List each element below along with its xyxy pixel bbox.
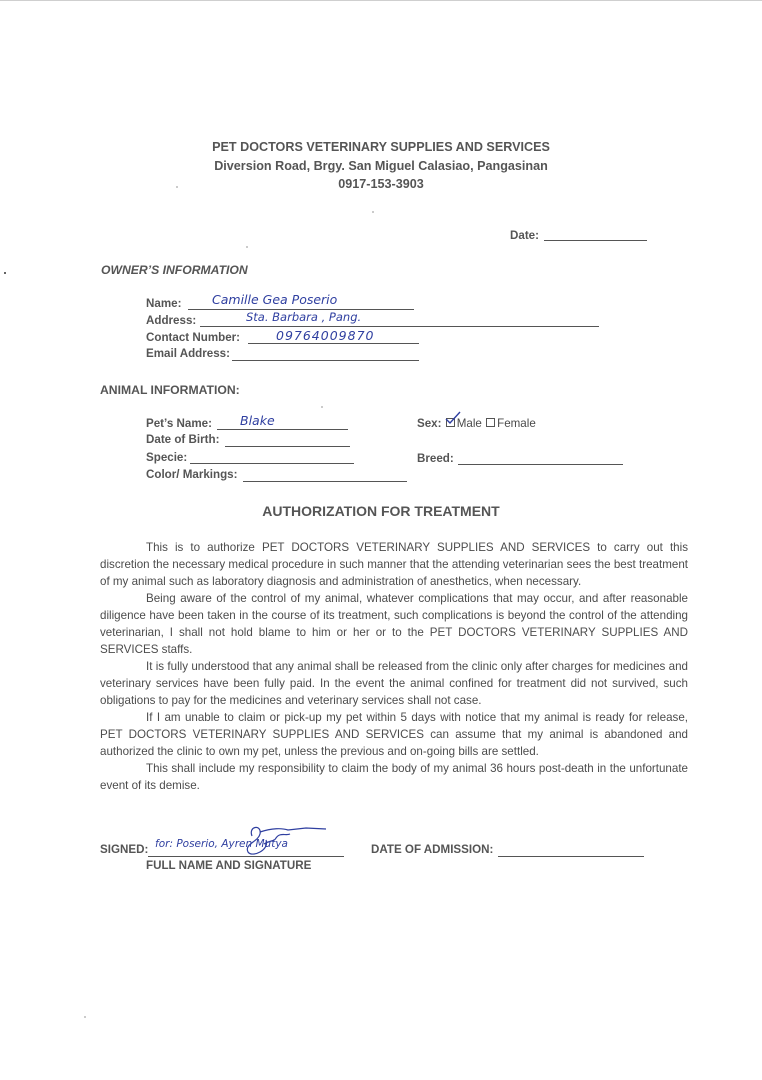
owner-name-label: Name: [146, 297, 182, 310]
authorization-paragraph: It is fully understood that any animal shall be released from the clinic only after charges for medicines and veterinary services have been fully paid. In the event the animal confined for treatment did not survived, such obligations to pay for the medicines and veterinary services shall not case. [100, 660, 688, 707]
owner-email-label: Email Address: [146, 347, 230, 360]
pet-name-label: Pet’s Name: [146, 417, 212, 430]
date-label: Date: [510, 229, 539, 242]
breed-line[interactable] [458, 464, 623, 465]
owner-name-handwritten: Camille Gea Poserio [212, 292, 338, 307]
scan-speck [372, 211, 374, 213]
scan-speck [246, 246, 248, 248]
animal-section-title: ANIMAL INFORMATION: [100, 383, 240, 397]
authorization-text [100, 539, 688, 794]
color-markings-label: Color/ Markings: [146, 468, 238, 481]
scan-speck [84, 1016, 86, 1018]
female-checkbox[interactable] [486, 418, 495, 427]
company-phone: 0917-153-3903 [338, 177, 424, 191]
dob-line[interactable] [225, 446, 350, 447]
owner-contact-handwritten: 09764009870 [276, 328, 375, 343]
scan-edge [0, 0, 762, 1]
owner-email-line[interactable] [232, 360, 419, 361]
owner-address-label: Address: [146, 314, 197, 327]
sex-label: Sex: [417, 417, 442, 430]
authorization-title: AUTHORIZATION FOR TREATMENT [262, 503, 500, 519]
authorization-paragraph: Being aware of the control of my animal, whatever complications that may occur, and after reasonable diligence have been taken in the course of its treatment, such complications is beyond the control of the attending veterinarian, I shall not hold blame to him or her or to the PET DOCTORS VETERINARY SUPPLIES AND SERVICES staffs. [100, 592, 688, 656]
dob-label: Date of Birth: [146, 433, 220, 446]
specie-line[interactable] [190, 463, 354, 464]
owner-contact-line[interactable] [248, 343, 419, 344]
owner-address-line[interactable] [200, 326, 599, 327]
specie-label: Specie: [146, 451, 188, 464]
male-checkbox[interactable] [446, 418, 455, 427]
authorization-paragraph: If I am unable to claim or pick-up my pet within 5 days with notice that my animal is ready for release, PET DOCTORS VETERINARY SUPPLIES AND SERVICES can assume that my animal is abandoned and authorized the clinic to own my pet, unless the previous and on-going bills are settled. [100, 711, 688, 758]
sex-field [417, 417, 536, 430]
signature-scribble-icon [230, 822, 340, 862]
color-markings-line[interactable] [243, 481, 407, 482]
signed-handwritten: for: Poserio, Ayren Mutya [155, 838, 288, 850]
date-of-admission-label: DATE OF ADMISSION: [371, 843, 494, 856]
female-label: Female [497, 417, 536, 430]
full-name-signature-label: FULL NAME AND SIGNATURE [146, 859, 312, 872]
company-address: Diversion Road, Brgy. San Miguel Calasiao, Pangasinan [214, 159, 548, 173]
company-name: PET DOCTORS VETERINARY SUPPLIES AND SERVICES [212, 140, 550, 154]
date-of-admission-line[interactable] [498, 856, 644, 857]
signed-label: SIGNED: [100, 843, 149, 856]
authorization-paragraph: This is to authorize PET DOCTORS VETERINARY SUPPLIES AND SERVICES to carry out this discretion the necessary medical procedure in such manner that the attending veterinarian sees the best treatment of my animal such as laboratory diagnosis and administration of anesthetics, when necessary. [100, 541, 688, 588]
male-label: Male [456, 417, 482, 430]
scan-speck [4, 272, 6, 274]
date-field-line[interactable] [544, 240, 647, 241]
authorization-paragraph: This shall include my responsibility to claim the body of my animal 36 hours post-death in the unfortunate event of its demise. [100, 762, 688, 792]
pet-name-line[interactable] [217, 429, 348, 430]
owner-contact-label: Contact Number: [146, 331, 241, 344]
owner-section-title: OWNER’S INFORMATION [101, 263, 248, 277]
owner-address-handwritten: Sta. Barbara , Pang. [246, 310, 362, 324]
scan-speck [321, 406, 323, 408]
check-mark-icon [445, 411, 461, 425]
breed-label: Breed: [417, 452, 454, 465]
pet-name-handwritten: Blake [240, 413, 275, 428]
